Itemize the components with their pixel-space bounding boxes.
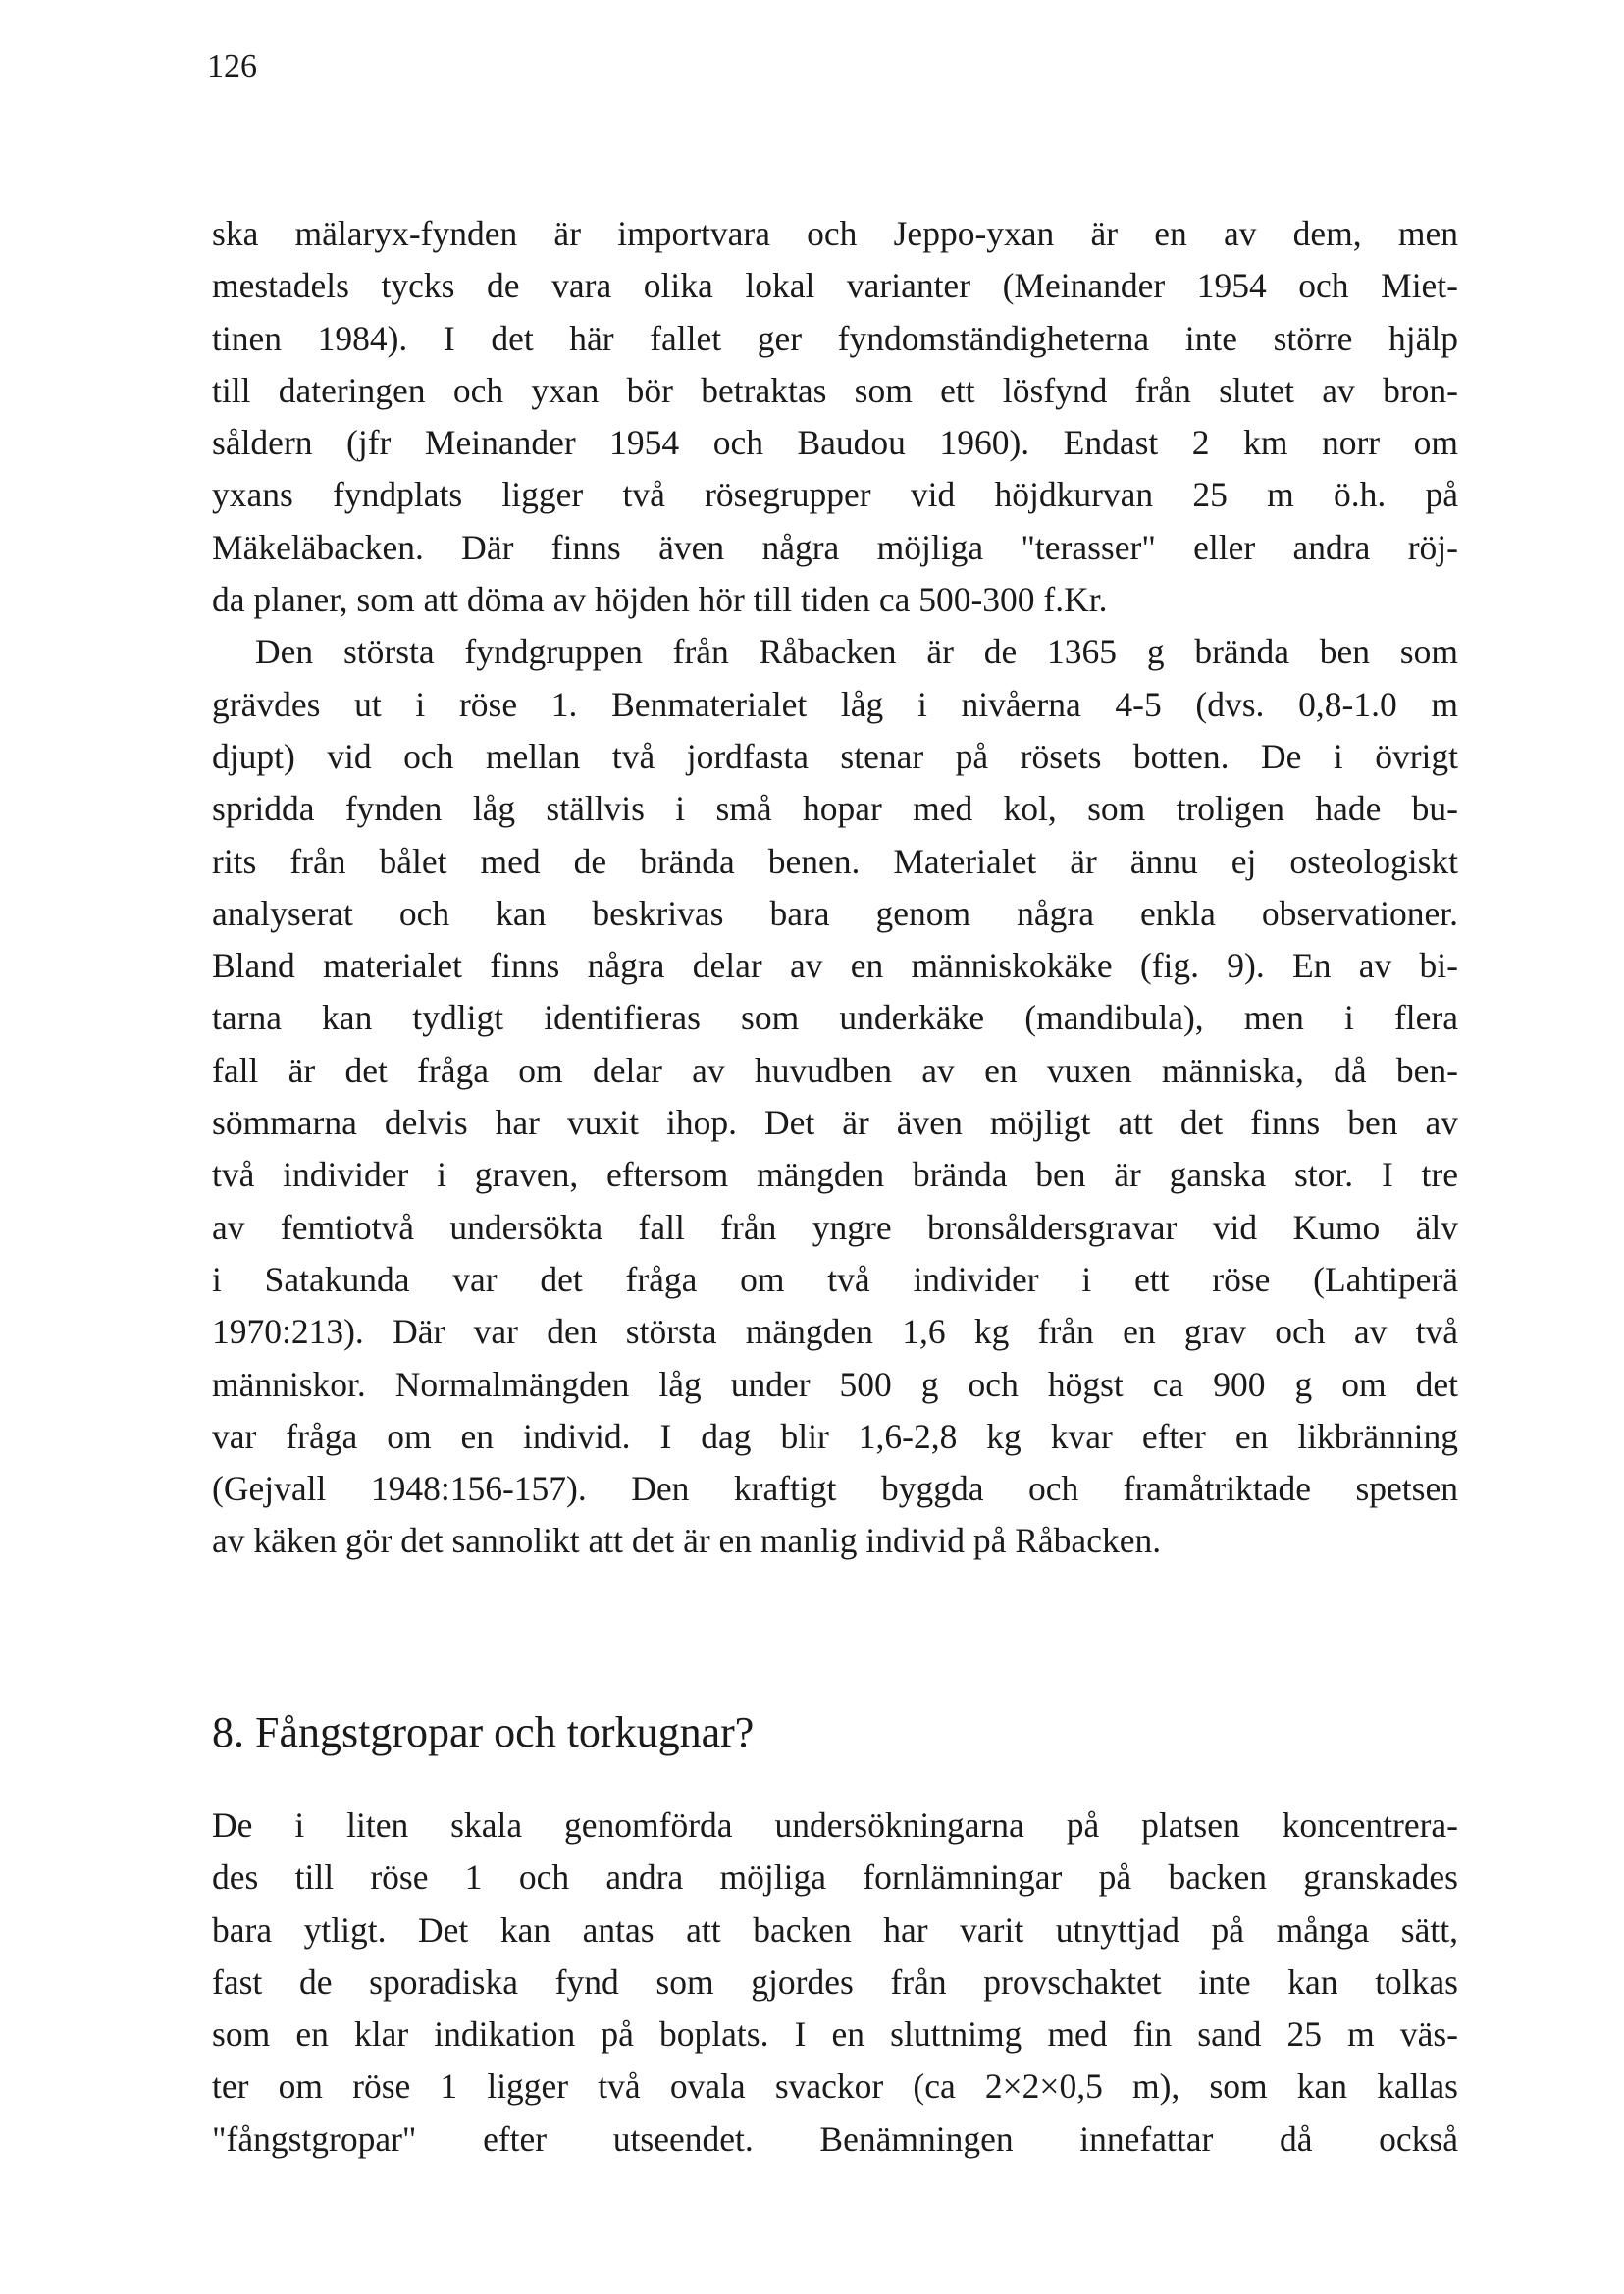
text-line: djupt) vid och mellan två jordfasta stenar på rösets botten. De i övrigt — [212, 736, 1458, 776]
text-line: människor. Normalmängden låg under 500 g och högst ca 900 g om det — [212, 1364, 1458, 1404]
body-text-bottom — [212, 1799, 1458, 2165]
text-line: sömmarna delvis har vuxit ihop. Det är även möjligt att det finns ben av — [212, 1103, 1458, 1143]
text-line: tinen 1984). I det här fallet ger fyndomständigheterna inte större hjälp — [212, 318, 1458, 358]
text-line: des till röse 1 och andra möjliga fornlämningar på backen granskades — [212, 1857, 1458, 1898]
text-line: da planer, som att döma av höjden hör till tiden ca 500-300 f.Kr. — [212, 580, 1108, 620]
text-line: ter om röse 1 ligger två ovala svackor (ca 2×2×0,5 m), som kan kallas — [212, 2066, 1458, 2107]
text-line: "fångstgropar" efter utseendet. Benämningen innefattar då också — [212, 2118, 1458, 2159]
text-line: var fråga om en individ. I dag blir 1,6-2,8 kg kvar efter en likbränning — [212, 1416, 1458, 1456]
text-line: till dateringen och yxan bör betraktas som ett lösfynd från slutet av bron- — [212, 370, 1458, 410]
text-line: rits från bålet med de brända benen. Materialet är ännu ej osteologiskt — [212, 841, 1458, 881]
body-text-top — [212, 208, 1458, 1568]
text-line: yxans fyndplats ligger två rösegrupper vid höjdkurvan 25 m ö.h. på — [212, 475, 1458, 515]
text-line: grävdes ut i röse 1. Benmaterialet låg i nivåerna 4-5 (dvs. 0,8-1.0 m — [212, 684, 1458, 724]
text-line: av femtiotvå undersökta fall från yngre bronsåldersgravar vid Kumo älv — [212, 1207, 1458, 1247]
text-line: av käken gör det sannolikt att det är en manlig individ på Råbacken. — [212, 1521, 1162, 1561]
text-line: Den största fyndgruppen från Råbacken är de 1365 g brända ben som — [255, 632, 1458, 672]
text-line: två individer i graven, eftersom mängden brända ben är ganska stor. I tre — [212, 1155, 1458, 1195]
text-line: fall är det fråga om delar av huvudben av en vuxen människa, då ben- — [212, 1050, 1458, 1090]
text-line: i Satakunda var det fråga om två individer i ett röse (Lahtiperä — [212, 1259, 1458, 1299]
text-line: fast de sporadiska fynd som gjordes från provschaktet inte kan tolkas — [212, 1961, 1458, 2002]
text-line: Mäkeläbacken. Där finns även några möjliga "terasser" eller andra röj- — [212, 527, 1458, 567]
text-line: De i liten skala genomförda undersökningarna på platsen koncentrera- — [212, 1805, 1458, 1845]
text-line: mestadels tycks de vara olika lokal varianter (Meinander 1954 och Miet- — [212, 266, 1458, 306]
text-line: 1970:213). Där var den största mängden 1,6 kg från en grav och av två — [212, 1312, 1458, 1352]
page-number: 126 — [207, 48, 257, 84]
section-heading: 8. Fångstgropar och torkugnar? — [212, 1708, 755, 1756]
text-line: som en klar indikation på boplats. I en sluttnimg med fin sand 25 m väs- — [212, 2014, 1458, 2055]
text-line: bara ytligt. Det kan antas att backen har varit utnyttjad på många sätt, — [212, 1909, 1458, 1950]
text-line: analyserat och kan beskrivas bara genom några enkla observationer. — [212, 893, 1458, 933]
text-line: spridda fynden låg ställvis i små hopar med kol, som troligen hade bu- — [212, 789, 1458, 829]
text-line: ska mälaryx-fynden är importvara och Jeppo-yxan är en av dem, men — [212, 214, 1458, 253]
text-line: såldern (jfr Meinander 1954 och Baudou 1960). Endast 2 km norr om — [212, 423, 1458, 463]
text-line: (Gejvall 1948:156-157). Den kraftigt byggda och framåtriktade spetsen — [212, 1469, 1458, 1509]
text-line: tarna kan tydligt identifieras som underkäke (mandibula), men i flera — [212, 998, 1458, 1038]
text-line: Bland materialet finns några delar av en människokäke (fig. 9). En av bi- — [212, 946, 1458, 986]
